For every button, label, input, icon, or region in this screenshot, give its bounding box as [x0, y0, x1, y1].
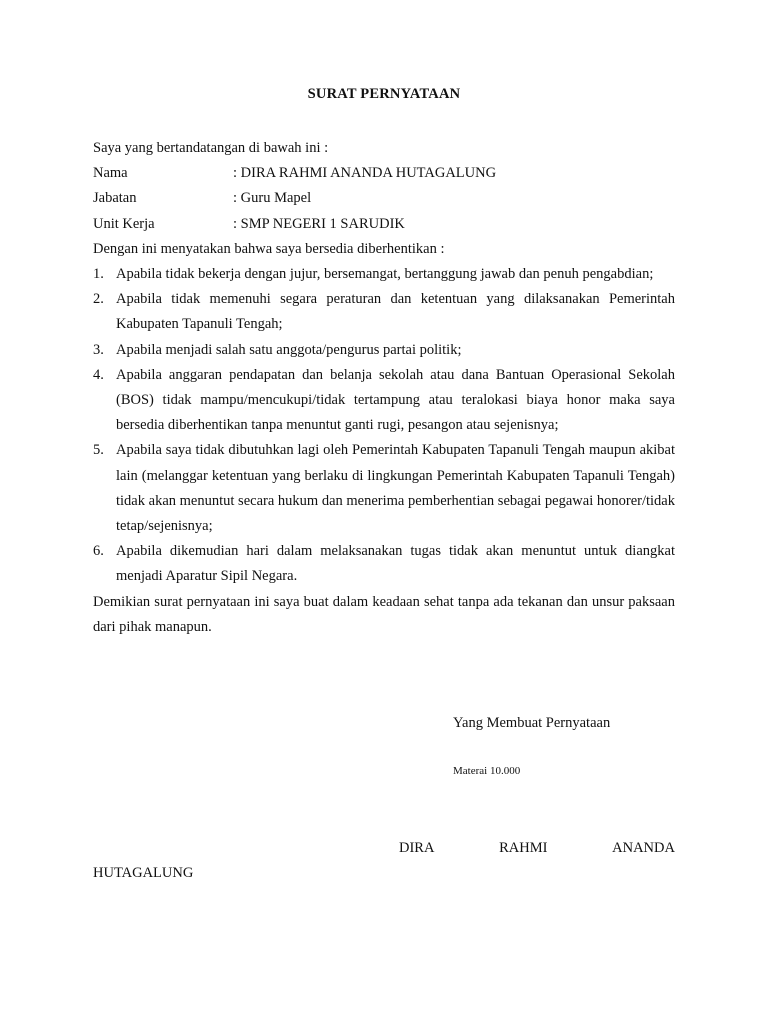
item-number: 4.: [93, 366, 104, 383]
statement-text: Dengan ini menyatakan bahwa saya bersedia diberhentikan :: [93, 240, 445, 257]
signer-name-word: DIRA: [399, 840, 435, 856]
signature-heading: Yang Membuat Pernyataan: [453, 715, 611, 731]
list-item: [93, 539, 675, 589]
item-number: 3.: [93, 341, 104, 358]
field-label: Jabatan: [93, 190, 137, 207]
signer-name-line: [93, 836, 675, 861]
list-item: [93, 262, 675, 287]
item-text: Apabila dikemudian hari dalam melaksanakan tugas tidak akan menuntut untuk diangkat menjadi Aparatur Sipil Negara.: [116, 543, 675, 585]
field-value: : SMP NEGERI 1 SARUDIK: [233, 215, 405, 232]
field-row-jabatan: [93, 186, 675, 211]
signer-name: [93, 836, 675, 886]
condition-list: [93, 262, 675, 590]
field-row-nama: [93, 161, 675, 186]
list-item: [93, 438, 675, 539]
field-label: Nama: [93, 165, 128, 182]
list-item: [93, 338, 675, 363]
item-number: 2.: [93, 291, 104, 308]
signer-name-word: ANANDA: [612, 840, 675, 856]
item-number: 6.: [93, 543, 104, 560]
item-text: Apabila menjadi salah satu anggota/pengurus partai politik;: [116, 341, 462, 358]
intro-text: Saya yang bertandatangan di bawah ini :: [93, 140, 329, 156]
list-item: [93, 363, 675, 439]
materai-label: Materai 10.000: [453, 765, 521, 777]
closing-text: Demikian surat pernyataan ini saya buat dalam keadaan sehat tanpa ada tekanan dan unsur paksaan dari pihak manapun.: [93, 593, 675, 635]
item-text: Apabila saya tidak dibutuhkan lagi oleh Pemerintah Kabupaten Tapanuli Tengah maupun akibat lain (melanggar ketentuan yang berlaku di lingkungan Pemerintah Kabupaten Tapanuli Tengah) tidak akan menuntut secara hukum dan menerima pemberhentian sebagai pegawai honorer/tidak tetap/sejenisnya;: [116, 442, 675, 535]
field-value: : Guru Mapel: [233, 190, 312, 207]
document-title: SURAT PERNYATAAN: [307, 86, 461, 102]
signer-name-word: RAHMI: [499, 840, 548, 856]
item-text: Apabila anggaran pendapatan dan belanja sekolah atau dana Bantuan Operasional Sekolah (BOS) tidak mampu/mencukupi/tidak tertampung atau teralokasi biaya honor maka saya bersedia diberhentikan tanpa menuntut ganti rugi, pesangon atau sejenisnya;: [116, 366, 675, 434]
field-row-unit-kerja: [93, 212, 675, 237]
item-number: 1.: [93, 266, 104, 283]
signer-name-last: HUTAGALUNG: [93, 865, 194, 882]
item-text: Apabila tidak memenuhi segara peraturan dan ketentuan yang dilaksanakan Pemerintah Kabupaten Tapanuli Tengah;: [116, 291, 675, 333]
list-item: [93, 287, 675, 337]
field-label: Unit Kerja: [93, 215, 155, 232]
item-text: Apabila tidak bekerja dengan jujur, bersemangat, bertanggung jawab dan penuh pengabdian;: [116, 266, 654, 283]
field-value: : DIRA RAHMI ANANDA HUTAGALUNG: [233, 165, 497, 182]
document-body: [93, 136, 675, 640]
item-number: 5.: [93, 442, 104, 459]
